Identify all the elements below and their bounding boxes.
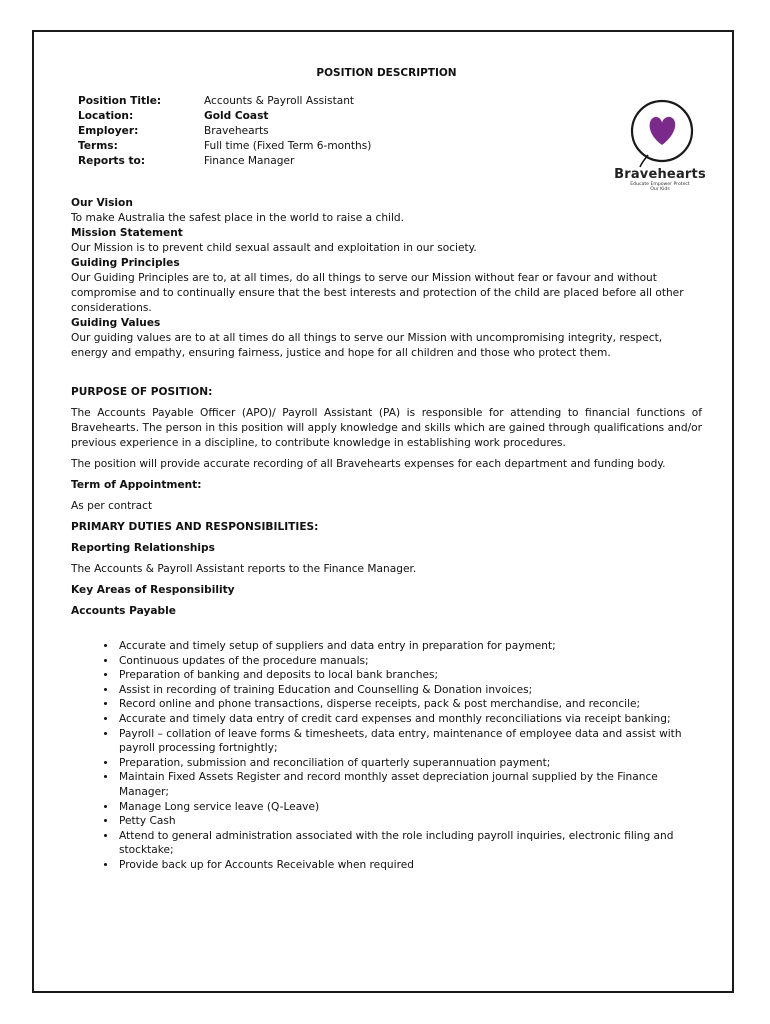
position-detail-value: Finance Manager: [204, 155, 295, 167]
reporting-heading: Reporting Relationships: [71, 542, 215, 554]
position-detail-label: Employer:: [78, 125, 139, 137]
document-page: [32, 30, 734, 993]
position-detail-row: [78, 124, 702, 139]
duty-item: • Continuous updates of the procedure manuals;: [117, 654, 702, 669]
values-text: Our guiding values are to at all times do all things to serve our Mission with uncompromising integrity, respect, energy and empathy, ensuring fairness, justice and hope for all children and those who protect them.: [71, 332, 663, 359]
position-detail-value: Full time (Fixed Term 6-months): [204, 140, 372, 152]
mission-text: Our Mission is to prevent child sexual assault and exploitation in our society.: [71, 242, 477, 254]
duty-item: • Payroll – collation of leave forms & timesheets, data entry, maintenance of employee data and assist with payroll processing fortnightly;: [117, 727, 702, 756]
accounts-payable-heading: Accounts Payable: [71, 605, 176, 617]
bravehearts-logo: [612, 99, 706, 209]
vision-section: [71, 196, 702, 361]
document-content: [71, 66, 706, 873]
logo-tagline-line-1: Educate Empower Protect: [630, 182, 690, 187]
duty-item: • Maintain Fixed Assets Register and record monthly asset depreciation journal supplied by the Finance Manager;: [117, 770, 702, 799]
duties-list: [71, 639, 702, 873]
vision-text: To make Australia the safest place in the world to raise a child.: [71, 212, 405, 224]
position-detail-value: Gold Coast: [204, 110, 269, 122]
heart-balloon-icon: [612, 99, 708, 169]
document-title: POSITION DESCRIPTION: [316, 67, 457, 79]
logo-wordmark: Bravehearts: [614, 167, 706, 182]
duties-heading: PRIMARY DUTIES AND RESPONSIBILITIES:: [71, 521, 319, 533]
duty-item: • Assist in recording of training Education and Counselling & Donation invoices;: [117, 683, 702, 698]
position-detail-row: [78, 94, 702, 109]
position-detail-row: [78, 154, 702, 169]
principles-text: Our Guiding Principles are to, at all times, do all things to serve our Mission without fear or favour and without compromise and to continually ensure that the best interests and protection of the child are placed before all other considerations.: [71, 272, 684, 314]
duty-item: • Accurate and timely setup of suppliers and data entry in preparation for payment;: [117, 639, 702, 654]
position-detail-value: Accounts & Payroll Assistant: [204, 95, 355, 107]
position-detail-label: Reports to:: [78, 155, 146, 167]
logo-tagline: [612, 182, 708, 192]
duty-item: • Record online and phone transactions, disperse receipts, pack & post merchandise, and reconcile;: [117, 697, 702, 712]
position-detail-value: Bravehearts: [204, 125, 269, 137]
duty-item: • Manage Long service leave (Q-Leave): [117, 800, 702, 815]
position-detail-row: [78, 109, 702, 124]
duty-item: • Preparation, submission and reconciliation of quarterly superannuation payment;: [117, 756, 702, 771]
logo-tagline-line-2: Our Kids: [650, 187, 670, 192]
duty-item: • Attend to general administration associated with the role including payroll inquiries, electronic filing and stocktake;: [117, 829, 702, 858]
position-detail-label: Position Title:: [78, 95, 162, 107]
duty-item: • Preparation of banking and deposits to local bank branches;: [117, 668, 702, 683]
duty-item: • Accurate and timely data entry of credit card expenses and monthly reconciliations via receipt banking;: [117, 712, 702, 727]
purpose-paragraph-1: The Accounts Payable Officer (APO)/ Payroll Assistant (PA) is responsible for attending to financial functions of Bravehearts. The person in this position will apply knowledge and skills which are gained through qualifications and/or previous experience in a discipline, to contribute knowledge in establishing work procedures.: [71, 407, 702, 449]
position-detail-row: [78, 139, 702, 154]
mission-heading: Mission Statement: [71, 227, 183, 239]
purpose-heading: PURPOSE OF POSITION:: [71, 386, 213, 398]
position-details: [78, 94, 702, 169]
purpose-section: [71, 385, 702, 619]
reporting-text: The Accounts & Payroll Assistant reports to the Finance Manager.: [71, 563, 417, 575]
duty-item: • Petty Cash: [117, 814, 702, 829]
values-heading: Guiding Values: [71, 317, 161, 329]
duty-item: • Provide back up for Accounts Receivable when required: [117, 858, 702, 873]
vision-heading: Our Vision: [71, 197, 133, 209]
position-detail-label: Terms:: [78, 140, 118, 152]
term-heading: Term of Appointment:: [71, 479, 202, 491]
key-areas-heading: Key Areas of Responsibility: [71, 584, 235, 596]
position-detail-label: Location:: [78, 110, 134, 122]
term-text: As per contract: [71, 500, 153, 512]
purpose-paragraph-2: The position will provide accurate recording of all Bravehearts expenses for each department and funding body.: [71, 458, 666, 470]
principles-heading: Guiding Principles: [71, 257, 180, 269]
